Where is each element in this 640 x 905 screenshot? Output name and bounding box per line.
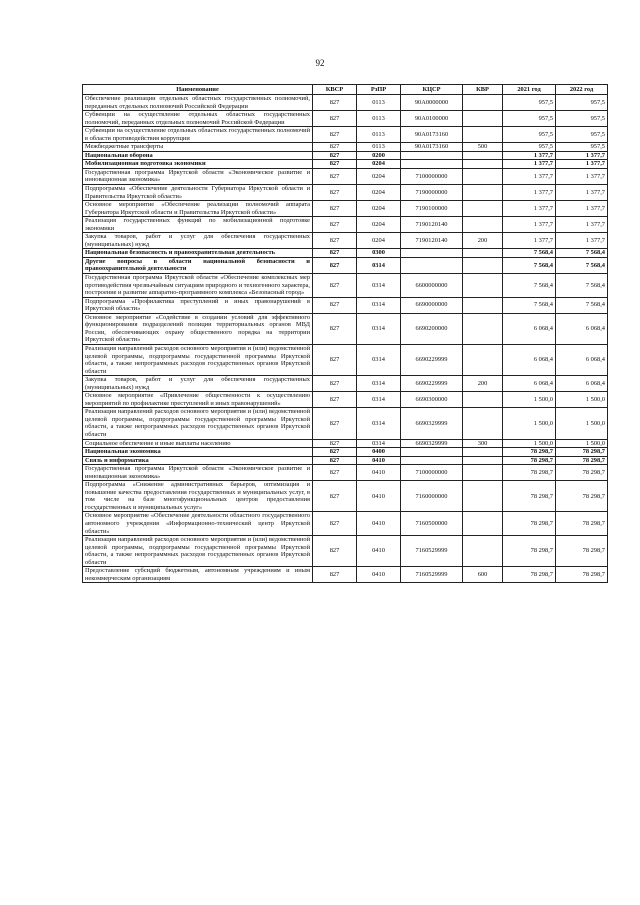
cell-rzpr: 0410 bbox=[357, 456, 401, 465]
cell-rzpr: 0410 bbox=[357, 567, 401, 583]
cell-rzpr: 0204 bbox=[357, 185, 401, 201]
cell-kvr: 300 bbox=[463, 439, 503, 448]
cell-kcsr: 7190000000 bbox=[401, 185, 463, 201]
cell-2021: 6 068,4 bbox=[503, 376, 556, 392]
table-row bbox=[83, 168, 608, 184]
cell-kvsr: 827 bbox=[313, 567, 357, 583]
cell-rzpr: 0400 bbox=[357, 448, 401, 457]
cell-2022: 78 298,7 bbox=[556, 456, 608, 465]
cell-2022: 7 568,4 bbox=[556, 297, 608, 313]
cell-rzpr: 0300 bbox=[357, 249, 401, 258]
cell-kvsr: 827 bbox=[313, 456, 357, 465]
cell-name: Связь и информатика bbox=[83, 456, 313, 465]
cell-kcsr bbox=[401, 160, 463, 169]
cell-rzpr: 0204 bbox=[357, 233, 401, 249]
cell-2021: 78 298,7 bbox=[503, 448, 556, 457]
cell-kvr bbox=[463, 456, 503, 465]
cell-kvsr: 827 bbox=[313, 274, 357, 298]
cell-kvr bbox=[463, 160, 503, 169]
cell-kvr bbox=[463, 185, 503, 201]
cell-kcsr: 90А0173160 bbox=[401, 127, 463, 143]
cell-rzpr: 0314 bbox=[357, 274, 401, 298]
cell-2021: 1 377,7 bbox=[503, 233, 556, 249]
cell-kcsr: 7190120140 bbox=[401, 217, 463, 233]
cell-name: Реализация направлений расходов основного мероприятия и (или) ведомственной целевой программы, подпрограммы государственной программы Иркутской области, а также непрограммных расходов государственных органов Иркутской области bbox=[83, 344, 313, 375]
header-name: Наименование bbox=[83, 85, 313, 95]
cell-kvsr: 827 bbox=[313, 344, 357, 375]
cell-kvr bbox=[463, 512, 503, 536]
cell-kvsr: 827 bbox=[313, 201, 357, 217]
cell-name: Другие вопросы в области национальной безопасности и правоохранительной деятельности bbox=[83, 257, 313, 273]
table-row bbox=[83, 217, 608, 233]
cell-kcsr: 7100000000 bbox=[401, 465, 463, 481]
table-row bbox=[83, 376, 608, 392]
table-row bbox=[83, 481, 608, 512]
cell-2022: 957,5 bbox=[556, 127, 608, 143]
cell-rzpr: 0113 bbox=[357, 95, 401, 111]
cell-name: Межбюджетные трансферты bbox=[83, 143, 313, 152]
cell-kvr bbox=[463, 127, 503, 143]
cell-kvr: 500 bbox=[463, 143, 503, 152]
cell-2022: 6 068,4 bbox=[556, 313, 608, 344]
cell-kcsr: 7160529999 bbox=[401, 536, 463, 567]
cell-2021: 957,5 bbox=[503, 127, 556, 143]
cell-kvr bbox=[463, 168, 503, 184]
cell-kvr bbox=[463, 249, 503, 258]
cell-kcsr: 7160529999 bbox=[401, 567, 463, 583]
table-row bbox=[83, 536, 608, 567]
table-row bbox=[83, 127, 608, 143]
cell-rzpr: 0314 bbox=[357, 313, 401, 344]
cell-name: Реализация направлений расходов основного мероприятия и (или) ведомственной целевой программы, подпрограммы государственной программы Иркутской области, а также непрограммных расходов государственных органов Иркутской области bbox=[83, 536, 313, 567]
cell-kcsr: 90А0173160 bbox=[401, 143, 463, 152]
cell-name: Реализация направлений расходов основного мероприятия и (или) ведомственной целевой программы, подпрограммы государственной программы Иркутской области, а также непрограммных расходов государственных органов Иркутской области bbox=[83, 408, 313, 439]
cell-name: Подпрограмма «Снижение административных барьеров, оптимизация и повышение качества предоставления государственных и муниципальных услуг, в том числе на базе многофункциональных центров предоставления государственных и муниципальных услуг» bbox=[83, 481, 313, 512]
cell-kvsr: 827 bbox=[313, 185, 357, 201]
cell-name: Субвенции на осуществление отдельных областных государственных полномочий, переданных отдельных полномочий Российской Федерации bbox=[83, 111, 313, 127]
cell-kcsr: 6690329999 bbox=[401, 439, 463, 448]
cell-rzpr: 0204 bbox=[357, 168, 401, 184]
cell-name: Государственная программа Иркутской области «Экономическое развитие и инновационная экономика» bbox=[83, 168, 313, 184]
cell-2022: 1 500,0 bbox=[556, 439, 608, 448]
cell-kvr bbox=[463, 408, 503, 439]
cell-2022: 1 500,0 bbox=[556, 408, 608, 439]
cell-2022: 1 500,0 bbox=[556, 392, 608, 408]
cell-kcsr bbox=[401, 151, 463, 160]
cell-2022: 78 298,7 bbox=[556, 536, 608, 567]
header-kvsr: КВСР bbox=[313, 85, 357, 95]
cell-kvr bbox=[463, 297, 503, 313]
table-row bbox=[83, 512, 608, 536]
cell-kvsr: 827 bbox=[313, 160, 357, 169]
cell-2021: 78 298,7 bbox=[503, 456, 556, 465]
cell-kvsr: 827 bbox=[313, 512, 357, 536]
cell-kvsr: 827 bbox=[313, 481, 357, 512]
cell-kvr bbox=[463, 465, 503, 481]
cell-rzpr: 0314 bbox=[357, 257, 401, 273]
cell-kvsr: 827 bbox=[313, 111, 357, 127]
cell-kvr: 200 bbox=[463, 233, 503, 249]
cell-2021: 1 377,7 bbox=[503, 185, 556, 201]
cell-2022: 957,5 bbox=[556, 111, 608, 127]
table-body bbox=[83, 95, 608, 583]
cell-2022: 957,5 bbox=[556, 95, 608, 111]
cell-2021: 1 377,7 bbox=[503, 217, 556, 233]
cell-kcsr: 6690200000 bbox=[401, 313, 463, 344]
table-row bbox=[83, 392, 608, 408]
header-rzpr: РзПР bbox=[357, 85, 401, 95]
cell-2021: 957,5 bbox=[503, 95, 556, 111]
cell-rzpr: 0113 bbox=[357, 127, 401, 143]
cell-name: Закупка товаров, работ и услуг для обеспечения государственных (муниципальных) нужд bbox=[83, 376, 313, 392]
cell-name: Предоставление субсидий бюджетным, автономным учреждениям и иным некоммерческим организациям bbox=[83, 567, 313, 583]
cell-kcsr: 6690300000 bbox=[401, 392, 463, 408]
cell-2022: 78 298,7 bbox=[556, 465, 608, 481]
cell-2021: 78 298,7 bbox=[503, 481, 556, 512]
cell-kvr bbox=[463, 274, 503, 298]
cell-2021: 1 500,0 bbox=[503, 408, 556, 439]
table-header-row bbox=[83, 85, 608, 95]
cell-rzpr: 0410 bbox=[357, 465, 401, 481]
cell-name: Основное мероприятие «Привлечение общественности к осуществлению мероприятий по профилактике преступлений и иных правонарушений» bbox=[83, 392, 313, 408]
cell-kcsr: 6690229999 bbox=[401, 376, 463, 392]
cell-rzpr: 0410 bbox=[357, 536, 401, 567]
cell-rzpr: 0204 bbox=[357, 160, 401, 169]
cell-kvsr: 827 bbox=[313, 536, 357, 567]
cell-kcsr: 7160000000 bbox=[401, 481, 463, 512]
cell-kvr bbox=[463, 95, 503, 111]
cell-kvsr: 827 bbox=[313, 249, 357, 258]
cell-2022: 6 068,4 bbox=[556, 344, 608, 375]
cell-kcsr: 7190120140 bbox=[401, 233, 463, 249]
cell-2021: 957,5 bbox=[503, 143, 556, 152]
cell-name: Мобилизационная подготовка экономики bbox=[83, 160, 313, 169]
cell-name: Государственная программа Иркутской области «Обеспечение комплексных мер противодействия чрезвычайным ситуациям природного и техногенного характера, построение и развитие аппаратно-программного комплекса «Безопасный город» bbox=[83, 274, 313, 298]
cell-2022: 7 568,4 bbox=[556, 257, 608, 273]
cell-kcsr: 7100000000 bbox=[401, 168, 463, 184]
cell-name: Закупка товаров, работ и услуг для обеспечения государственных (муниципальных) нужд bbox=[83, 233, 313, 249]
header-2021: 2021 год bbox=[503, 85, 556, 95]
cell-2022: 78 298,7 bbox=[556, 481, 608, 512]
cell-kvsr: 827 bbox=[313, 95, 357, 111]
cell-2022: 78 298,7 bbox=[556, 448, 608, 457]
table-row bbox=[83, 111, 608, 127]
cell-2022: 957,5 bbox=[556, 143, 608, 152]
cell-2022: 1 377,7 bbox=[556, 151, 608, 160]
cell-kvr: 600 bbox=[463, 567, 503, 583]
table-row bbox=[83, 313, 608, 344]
header-2022: 2022 год bbox=[556, 85, 608, 95]
cell-kcsr: 6690229999 bbox=[401, 344, 463, 375]
cell-2021: 78 298,7 bbox=[503, 536, 556, 567]
cell-kvsr: 827 bbox=[313, 297, 357, 313]
cell-kvr bbox=[463, 344, 503, 375]
cell-2021: 6 068,4 bbox=[503, 344, 556, 375]
cell-2021: 1 500,0 bbox=[503, 439, 556, 448]
cell-kvsr: 827 bbox=[313, 143, 357, 152]
cell-2022: 1 377,7 bbox=[556, 201, 608, 217]
cell-kvsr: 827 bbox=[313, 448, 357, 457]
table-row bbox=[83, 257, 608, 273]
cell-kvr bbox=[463, 448, 503, 457]
cell-rzpr: 0410 bbox=[357, 512, 401, 536]
cell-2021: 7 568,4 bbox=[503, 297, 556, 313]
table-row bbox=[83, 465, 608, 481]
cell-rzpr: 0204 bbox=[357, 217, 401, 233]
cell-kvsr: 827 bbox=[313, 257, 357, 273]
cell-2021: 7 568,4 bbox=[503, 274, 556, 298]
table-row bbox=[83, 567, 608, 583]
cell-2021: 6 068,4 bbox=[503, 313, 556, 344]
cell-name: Обеспечение реализации отдельных областных государственных полномочий, переданных отдельных полномочий Российской Федерации bbox=[83, 95, 313, 111]
cell-kvsr: 827 bbox=[313, 151, 357, 160]
cell-2021: 78 298,7 bbox=[503, 512, 556, 536]
table-row bbox=[83, 185, 608, 201]
cell-rzpr: 0113 bbox=[357, 111, 401, 127]
cell-rzpr: 0200 bbox=[357, 151, 401, 160]
cell-kvr bbox=[463, 151, 503, 160]
cell-kvsr: 827 bbox=[313, 376, 357, 392]
cell-name: Национальная экономика bbox=[83, 448, 313, 457]
cell-2022: 7 568,4 bbox=[556, 249, 608, 258]
cell-kvr bbox=[463, 217, 503, 233]
cell-2021: 1 500,0 bbox=[503, 392, 556, 408]
cell-2022: 1 377,7 bbox=[556, 185, 608, 201]
cell-2022: 1 377,7 bbox=[556, 160, 608, 169]
cell-rzpr: 0314 bbox=[357, 439, 401, 448]
cell-name: Подпрограмма «Обеспечение деятельности Губернатора Иркутской области и Правительства Иркутской области» bbox=[83, 185, 313, 201]
cell-kcsr: 90А0000000 bbox=[401, 95, 463, 111]
cell-kvr bbox=[463, 313, 503, 344]
cell-kvr bbox=[463, 201, 503, 217]
cell-2022: 78 298,7 bbox=[556, 512, 608, 536]
cell-kcsr: 6690000000 bbox=[401, 297, 463, 313]
cell-kcsr bbox=[401, 456, 463, 465]
cell-rzpr: 0314 bbox=[357, 376, 401, 392]
cell-name: Реализация государственных функций по мобилизационной подготовке экономики bbox=[83, 217, 313, 233]
cell-2022: 78 298,7 bbox=[556, 567, 608, 583]
cell-2021: 78 298,7 bbox=[503, 465, 556, 481]
cell-rzpr: 0314 bbox=[357, 297, 401, 313]
cell-kcsr bbox=[401, 249, 463, 258]
cell-kvr bbox=[463, 257, 503, 273]
cell-kcsr: 6600000000 bbox=[401, 274, 463, 298]
cell-2021: 1 377,7 bbox=[503, 201, 556, 217]
cell-2021: 1 377,7 bbox=[503, 160, 556, 169]
header-kvr: КВР bbox=[463, 85, 503, 95]
cell-2022: 7 568,4 bbox=[556, 274, 608, 298]
cell-name: Социальное обеспечение и иные выплаты населению bbox=[83, 439, 313, 448]
table-row bbox=[83, 408, 608, 439]
cell-2021: 7 568,4 bbox=[503, 257, 556, 273]
cell-2022: 1 377,7 bbox=[556, 168, 608, 184]
cell-kvsr: 827 bbox=[313, 465, 357, 481]
table-row bbox=[83, 344, 608, 375]
cell-kvr bbox=[463, 536, 503, 567]
cell-kvsr: 827 bbox=[313, 439, 357, 448]
cell-2021: 1 377,7 bbox=[503, 168, 556, 184]
cell-kcsr bbox=[401, 257, 463, 273]
cell-kvsr: 827 bbox=[313, 217, 357, 233]
table-row bbox=[83, 297, 608, 313]
cell-name: Национальная оборона bbox=[83, 151, 313, 160]
cell-kvsr: 827 bbox=[313, 233, 357, 249]
cell-rzpr: 0314 bbox=[357, 344, 401, 375]
cell-name: Подпрограмма «Профилактика преступлений и иных правонарушений в Иркутской области» bbox=[83, 297, 313, 313]
table-row bbox=[83, 233, 608, 249]
cell-2021: 78 298,7 bbox=[503, 567, 556, 583]
budget-table bbox=[82, 84, 608, 583]
cell-2022: 1 377,7 bbox=[556, 217, 608, 233]
cell-kcsr: 7190100000 bbox=[401, 201, 463, 217]
cell-name: Субвенции на осуществление отдельных областных государственных полномочий в области противодействия коррупции bbox=[83, 127, 313, 143]
cell-rzpr: 0314 bbox=[357, 408, 401, 439]
cell-2021: 957,5 bbox=[503, 111, 556, 127]
cell-rzpr: 0410 bbox=[357, 481, 401, 512]
table-row bbox=[83, 151, 608, 160]
cell-name: Национальная безопасность и правоохранительная деятельность bbox=[83, 249, 313, 258]
cell-name: Основное мероприятие «Содействие в создании условий для эффективного функционирования подразделений полиции территориальных органов МВД России, обеспечивающих охрану общественного порядка на территории Иркутской области» bbox=[83, 313, 313, 344]
cell-kcsr: 90А0100000 bbox=[401, 111, 463, 127]
cell-name: Основное мероприятие «Обеспечение деятельности областного государственного автономного учреждения «Информационно-технический центр Иркутской области» bbox=[83, 512, 313, 536]
cell-kcsr: 6690329999 bbox=[401, 408, 463, 439]
cell-name: Основное мероприятие «Обеспечение реализации полномочий аппарата Губернатора Иркутской области и Правительства Иркутской области» bbox=[83, 201, 313, 217]
cell-kvsr: 827 bbox=[313, 313, 357, 344]
cell-kcsr: 7160500000 bbox=[401, 512, 463, 536]
table-row bbox=[83, 95, 608, 111]
header-kcsr: КЦСР bbox=[401, 85, 463, 95]
table-row bbox=[83, 439, 608, 448]
cell-kvsr: 827 bbox=[313, 408, 357, 439]
cell-rzpr: 0314 bbox=[357, 392, 401, 408]
cell-2022: 6 068,4 bbox=[556, 376, 608, 392]
table-row bbox=[83, 249, 608, 258]
cell-2021: 7 568,4 bbox=[503, 249, 556, 258]
table-row bbox=[83, 448, 608, 457]
cell-kvr bbox=[463, 392, 503, 408]
cell-kvr: 200 bbox=[463, 376, 503, 392]
cell-kvsr: 827 bbox=[313, 392, 357, 408]
cell-kcsr bbox=[401, 448, 463, 457]
cell-kvsr: 827 bbox=[313, 168, 357, 184]
table-row bbox=[83, 274, 608, 298]
page-number: 92 bbox=[315, 58, 325, 68]
cell-name: Государственная программа Иркутской области «Экономическое развитие и инновационная экономика» bbox=[83, 465, 313, 481]
table-row bbox=[83, 456, 608, 465]
table-row bbox=[83, 201, 608, 217]
cell-rzpr: 0204 bbox=[357, 201, 401, 217]
cell-rzpr: 0113 bbox=[357, 143, 401, 152]
cell-2022: 1 377,7 bbox=[556, 233, 608, 249]
table-row bbox=[83, 160, 608, 169]
table-row bbox=[83, 143, 608, 152]
cell-kvr bbox=[463, 111, 503, 127]
cell-kvsr: 827 bbox=[313, 127, 357, 143]
cell-2021: 1 377,7 bbox=[503, 151, 556, 160]
cell-kvr bbox=[463, 481, 503, 512]
